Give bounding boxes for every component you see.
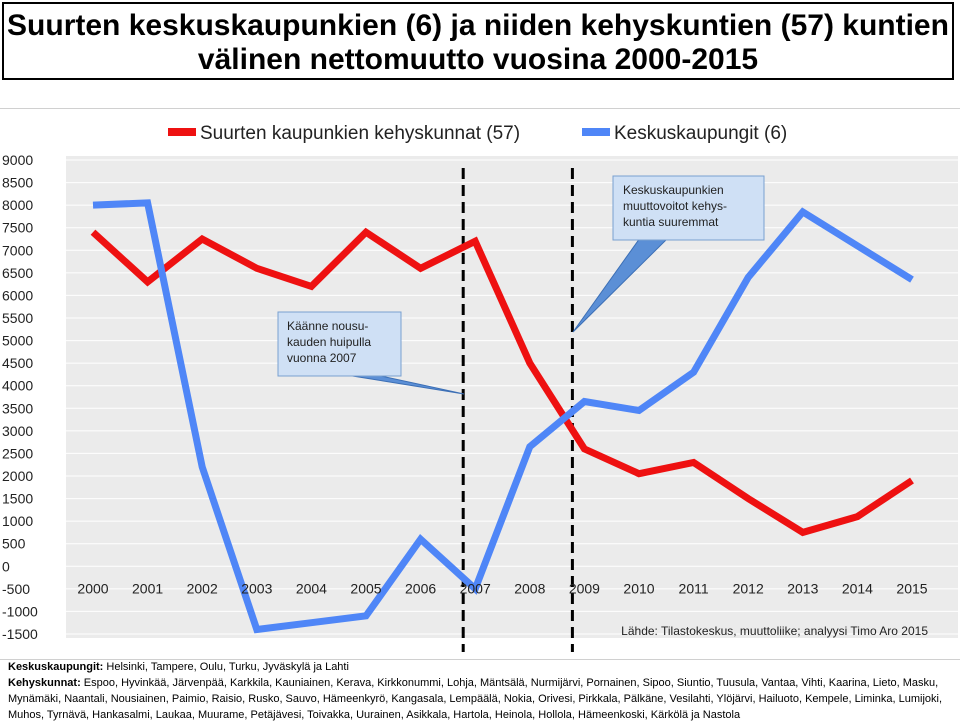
callout-2-line: muuttovoitot kehys- [623, 199, 728, 213]
y-tick-label: -1000 [2, 603, 38, 620]
y-tick-label: 1500 [2, 490, 34, 507]
x-tick-label: 2004 [295, 580, 327, 597]
x-tick-label: 2009 [568, 580, 600, 597]
x-tick-label: 2012 [732, 580, 764, 597]
y-tick-label: 4500 [2, 355, 34, 372]
y-tick-label: 4000 [2, 377, 34, 394]
callout-1-line: Käänne nousu- [287, 319, 369, 333]
footnote-kehyskunnat [8, 675, 956, 723]
footnote-kehys-text: Espoo, Hyvinkää, Järvenpää, Karkkila, Kauniainen, Kerava, Kirkkonummi, Lohja, Mäntsälä, Nurmijärvi, Pornainen, Sipoo, Siuntio, Tuusula, Vantaa, Vihti, Kaarina, Lieto, Masku, Mynämäki, Naantali, Nousiainen, Paimio, Raisio, Rusko, Sauvo, Hämeenkyrö, Kangasala, Lempäälä, Nokia, Orivesi, Pirkkala, Pälkäne, Vesilahti, Ylöjärvi, Hailuoto, Kempele, Liminka, Lumijoki, Muhos, Tyrnävä, Hankasalmi, Laukaa, Muurame, Petäjävesi, Toivakka, Uurainen, Asikkala, Hartola, Heinola, Hollola, Hämeenkoski, Kärkölä ja Nastola [8, 677, 943, 721]
chart-title: Suurten keskuskaupunkien (6) ja niiden kehyskuntien (57) kuntien välinen nettomuutto vuosina 2000-2015 [7, 9, 949, 76]
x-tick-label: 2003 [241, 580, 273, 597]
y-tick-label: 3000 [2, 422, 34, 439]
x-tick-label: 2008 [514, 580, 546, 597]
y-tick-label: 8000 [2, 197, 34, 214]
legend-label-2: Keskuskaupungit (6) [614, 123, 788, 144]
y-tick-label: 6000 [2, 287, 34, 304]
x-tick-label: 2013 [787, 580, 819, 597]
y-tick-label: 8500 [2, 174, 34, 191]
x-tick-label: 2000 [77, 580, 109, 597]
x-tick-label: 2010 [623, 580, 655, 597]
x-tick-label: 2011 [678, 580, 709, 597]
y-tick-label: 2000 [2, 468, 34, 484]
y-tick-label: 5000 [2, 332, 34, 349]
y-tick-label: 1000 [2, 513, 34, 530]
y-tick-label: 500 [2, 535, 26, 552]
callout-1-line: kauden huipulla [287, 335, 372, 349]
y-tick-label: 6500 [2, 264, 34, 281]
y-tick-label: 2500 [2, 445, 34, 462]
callout-1-line: vuonna 2007 [287, 351, 357, 365]
footnotes [8, 659, 956, 723]
y-tick-label: -1500 [2, 626, 38, 642]
y-tick-label: 9000 [2, 152, 34, 168]
x-tick-label: 2001 [132, 580, 164, 597]
x-tick-label: 2015 [896, 580, 928, 597]
source-note: Lähde: Tilastokeskus, muuttoliike; analyysi Timo Aro 2015 [621, 624, 928, 638]
x-tick-label: 2007 [459, 580, 491, 597]
y-tick-label: 5500 [2, 310, 34, 326]
x-tick-label: 2006 [405, 580, 437, 597]
callout-2-line: kuntia suuremmat [623, 215, 719, 229]
x-tick-label: 2005 [350, 580, 382, 597]
callout-2-line: Keskuskaupunkien [623, 183, 724, 197]
legend-label-1: Suurten kaupunkien kehyskunnat (57) [200, 123, 521, 144]
y-tick-label: 7000 [2, 242, 34, 259]
x-tick-label: 2014 [841, 580, 873, 597]
y-tick-label: 3500 [2, 400, 34, 417]
x-tick-label: 2002 [186, 580, 218, 597]
y-tick-label: 0 [2, 558, 10, 575]
footnote-keskus-label: Keskuskaupungit: [8, 661, 104, 673]
y-tick-label: 7500 [2, 219, 34, 236]
footnote-keskus-text: Helsinki, Tampere, Oulu, Turku, Jyväskylä ja Lahti [103, 661, 349, 673]
y-tick-label: -500 [2, 580, 31, 597]
footnote-kehys-label: Kehyskunnat: [8, 677, 81, 689]
footnote-keskuskaupungit [8, 659, 956, 675]
